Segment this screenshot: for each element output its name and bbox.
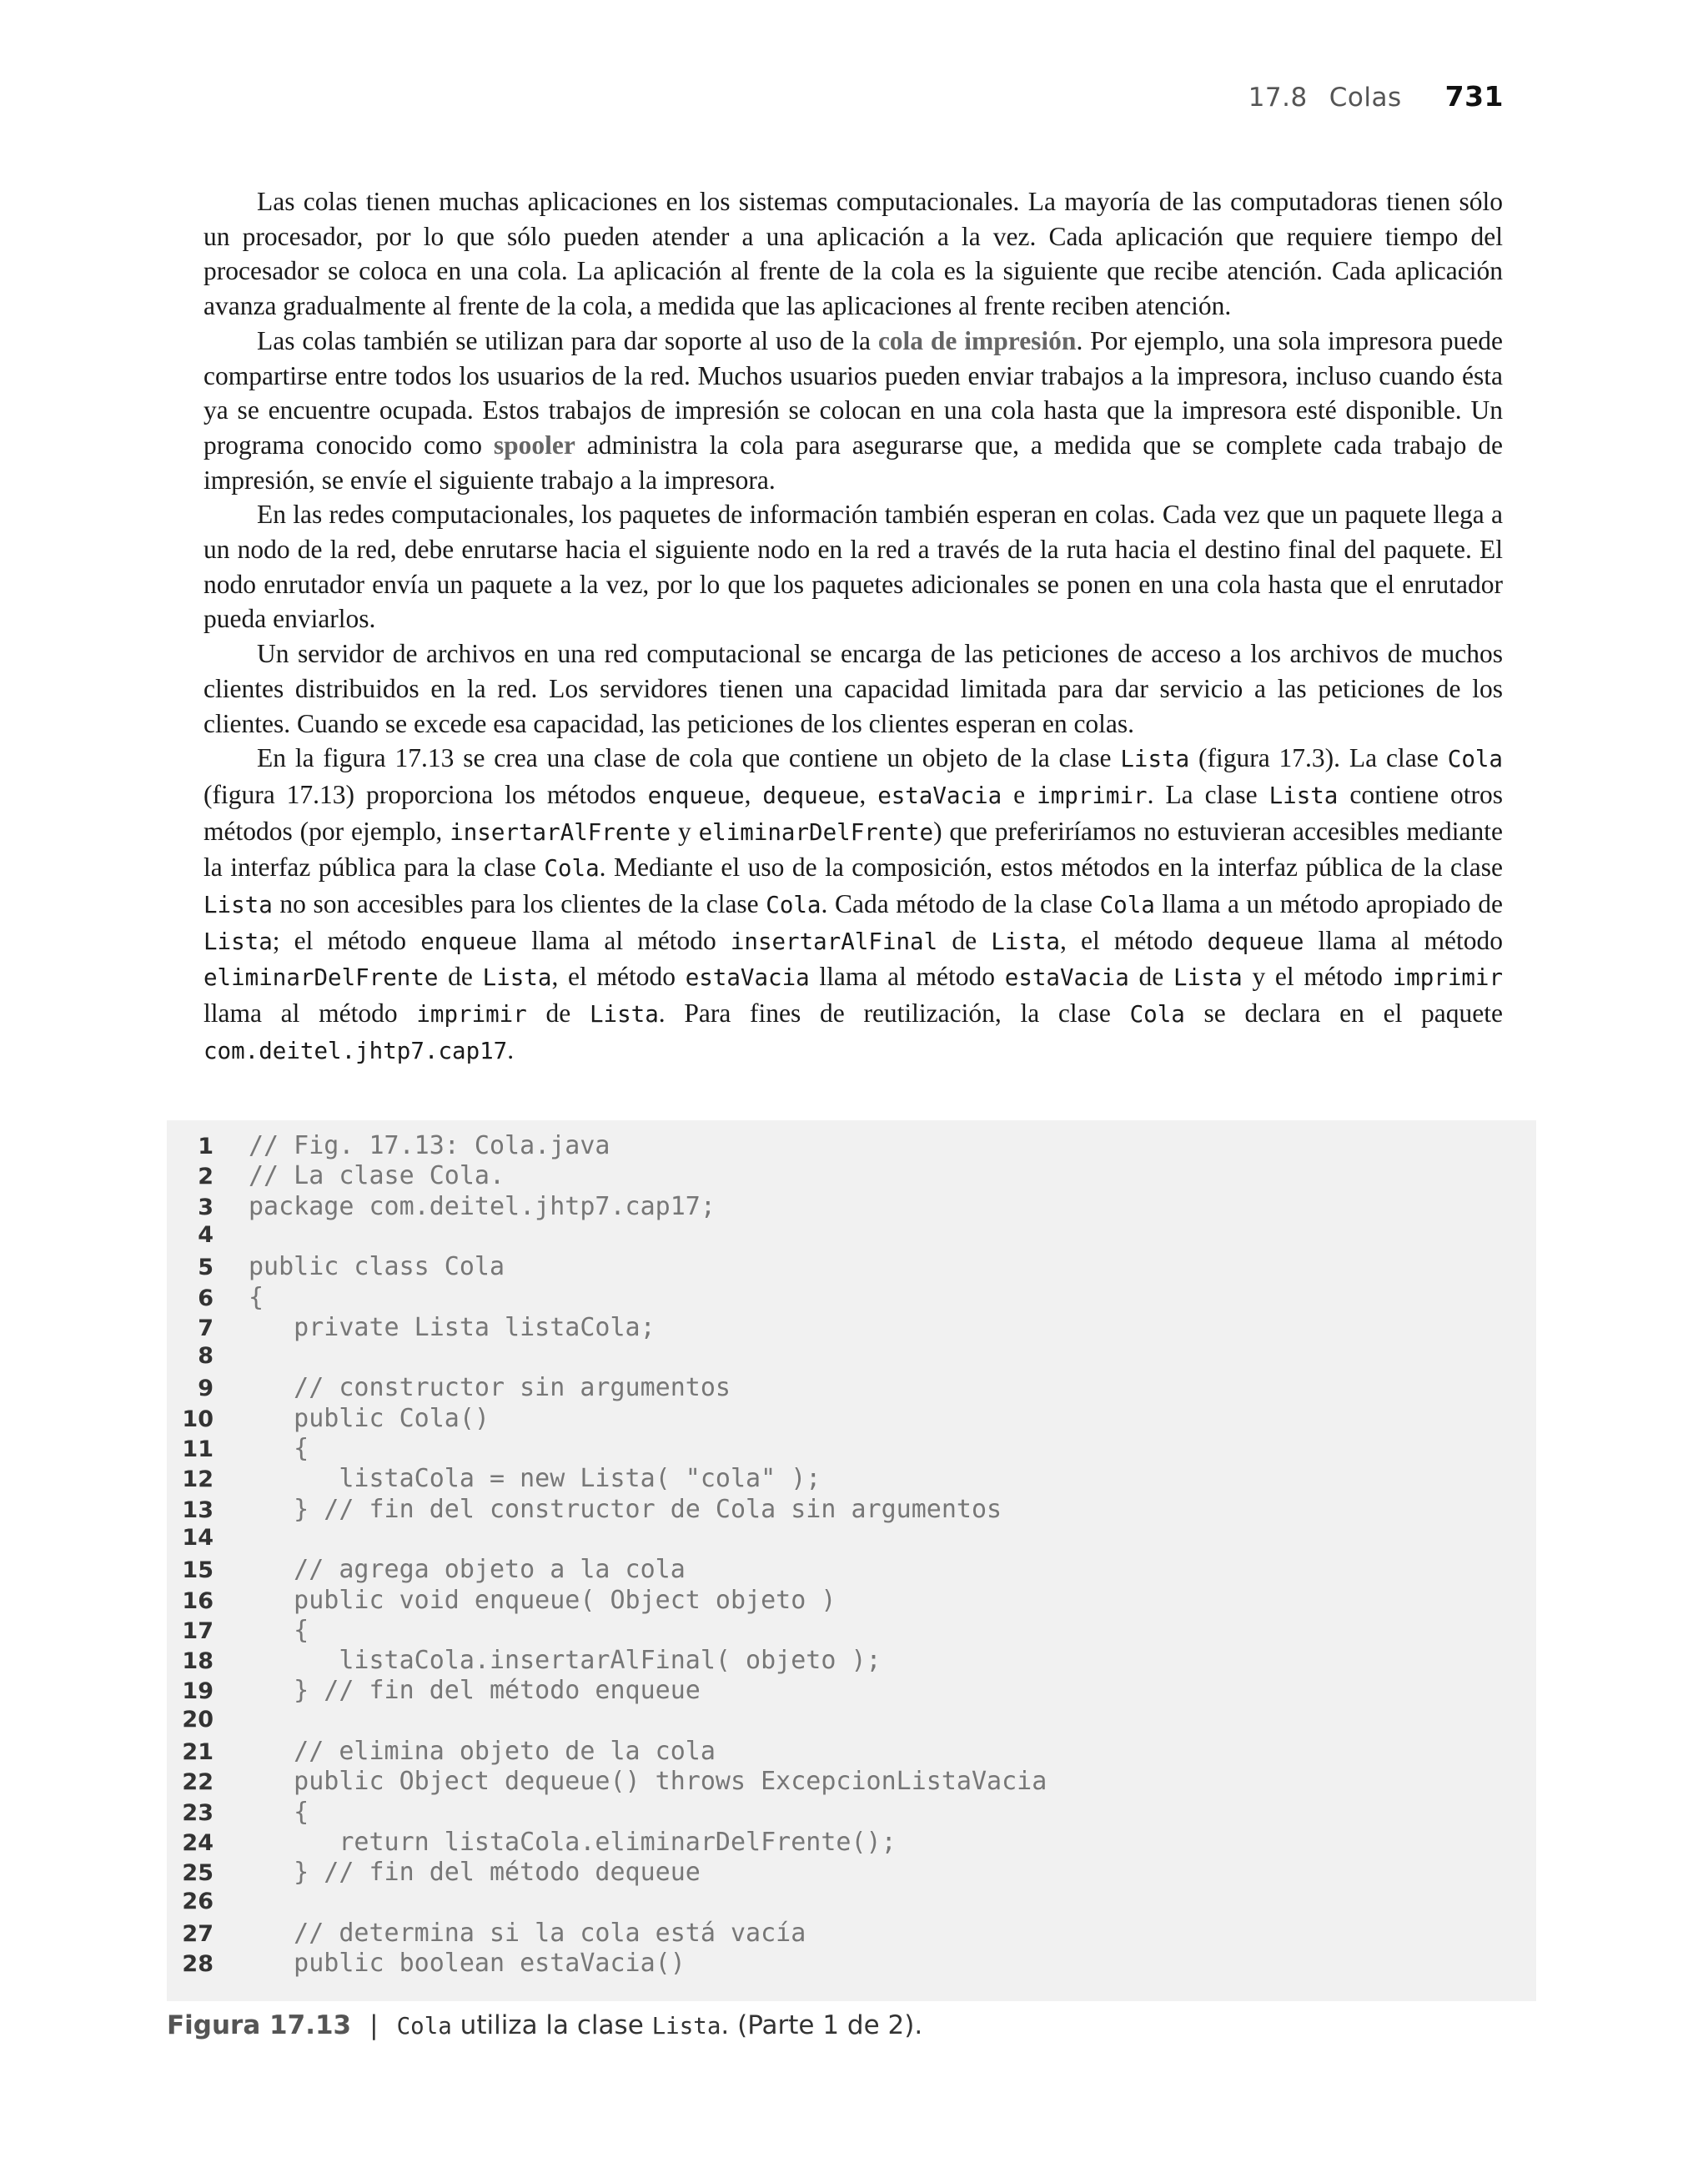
inline-code: Cola — [1129, 1001, 1185, 1029]
line-number: 8 — [198, 1343, 214, 1370]
caption-class-used: Lista — [651, 2013, 721, 2040]
inline-code: enqueue — [420, 928, 518, 955]
line-number: 23 — [182, 1799, 214, 1826]
line-number: 5 — [198, 1255, 214, 1281]
code-line — [167, 1131, 610, 1161]
line-number: 24 — [182, 1829, 214, 1856]
code-line — [167, 1737, 716, 1767]
inline-code: estaVacia — [1004, 964, 1129, 992]
text-run: , el método — [1060, 925, 1208, 955]
inline-code: dequeue — [1207, 928, 1304, 955]
text-run: y el método — [1242, 962, 1393, 992]
code-line — [167, 1222, 249, 1252]
code-text: package com.deitel.jhtp7.cap17; — [249, 1191, 716, 1221]
inline-code: Lista — [589, 1001, 659, 1029]
code-text: // constructor sin argumentos — [249, 1373, 731, 1403]
inline-code: estaVacia — [685, 964, 810, 992]
line-number: 13 — [182, 1496, 214, 1523]
text-run: de — [937, 925, 992, 955]
text-run: En la figura 17.13 se crea una clase de cola que contiene un objeto de la clase — [257, 743, 1121, 773]
inline-code: insertarAlFinal — [730, 928, 938, 955]
code-text: { — [249, 1434, 309, 1463]
line-number: 19 — [182, 1678, 214, 1705]
caption-text-mid: utiliza la clase — [451, 2010, 652, 2040]
line-number: 12 — [182, 1466, 214, 1493]
code-text: } // fin del método enqueue — [249, 1676, 701, 1706]
code-text: // agrega objeto a la cola — [249, 1555, 686, 1585]
code-line — [167, 1919, 806, 1949]
code-line — [167, 1495, 1002, 1525]
inline-code: insertarAlFrente — [450, 818, 671, 846]
code-line — [167, 1192, 716, 1222]
line-number: 7 — [198, 1315, 214, 1341]
line-number: 2 — [198, 1164, 214, 1190]
code-line — [167, 1434, 309, 1464]
inline-code: eliminarDelFrente — [203, 964, 439, 992]
caption-text-end: . (Parte 1 de 2). — [721, 2010, 923, 2040]
code-line — [167, 1828, 897, 1858]
text-run: y — [671, 816, 699, 846]
text-run: se declara en el paquete — [1184, 998, 1503, 1029]
code-text: { — [249, 1797, 309, 1827]
line-number: 21 — [182, 1739, 214, 1765]
paragraph — [203, 636, 1503, 741]
code-line — [167, 1404, 490, 1434]
key-term: spooler — [493, 430, 575, 460]
section-title: Colas — [1329, 83, 1402, 113]
code-line — [167, 1767, 1047, 1797]
code-text: // determina si la cola está vacía — [249, 1918, 806, 1948]
inline-code: imprimir — [1392, 964, 1504, 992]
text-run: , — [744, 779, 763, 809]
code-listing — [167, 1120, 1536, 2001]
code-line — [167, 1949, 686, 1979]
line-number: 1 — [198, 1134, 214, 1159]
paragraph — [203, 741, 1503, 1069]
inline-code: com.deitel.jhtp7.cap17 — [203, 1037, 508, 1064]
line-number: 10 — [182, 1406, 214, 1432]
line-number: 17 — [182, 1617, 214, 1644]
text-run: Las colas también se utilizan para dar soporte al uso de la — [257, 325, 878, 355]
paragraph — [203, 184, 1503, 324]
code-line — [167, 1373, 731, 1403]
line-number: 22 — [182, 1769, 214, 1796]
inline-code: Lista — [1268, 782, 1339, 809]
inline-code: Lista — [1173, 964, 1243, 992]
line-number: 20 — [182, 1706, 214, 1733]
running-head — [1248, 80, 1504, 113]
code-text: public void enqueue( Object objeto ) — [249, 1585, 836, 1615]
text-run: Las colas tienen muchas aplicaciones en los sistemas computacionales. La mayoría de las computadoras tienen sólo un procesador, por lo que sólo pueden atender a una aplicación a la vez. Cada aplicación que requiere tiempo del procesador se coloca en una cola. La aplicación al frente de la cola es la siguiente que recibe atención. Cada aplicación avanza gradualmente al frente de la cola, a medida que las aplicaciones al frente reciben atención. — [203, 187, 1503, 321]
code-line — [167, 1343, 249, 1373]
code-line — [167, 1161, 505, 1191]
inline-code: Cola — [766, 892, 821, 919]
code-line — [167, 1313, 656, 1343]
line-number: 16 — [182, 1587, 214, 1614]
section-number: 17.8 — [1248, 83, 1308, 113]
text-run: e — [1002, 779, 1037, 809]
text-run: . Por ejemplo, una sola impresora puede compartirse entre todos los usuarios de la red. Muchos usuarios pueden enviar trabajos a la impresora, incluso cuando ésta ya se encuentre ocupada. Estos trabajos de impresión se colocan en una cola hasta que la impresora esté disponible. Un programa conocido como — [203, 325, 1503, 460]
line-number: 27 — [182, 1920, 214, 1947]
inline-code: Cola — [1447, 746, 1503, 773]
inline-code: imprimir — [416, 1001, 527, 1029]
figure-caption — [167, 2010, 922, 2040]
line-number: 15 — [182, 1557, 214, 1584]
line-number: 6 — [198, 1285, 214, 1311]
code-line — [167, 1283, 264, 1313]
code-line — [167, 1252, 505, 1282]
figure-label: Figura 17.13 — [167, 2010, 352, 2040]
code-text: { — [249, 1615, 309, 1645]
line-number: 11 — [182, 1436, 214, 1462]
body-text — [203, 184, 1503, 1069]
code-line — [167, 1464, 821, 1494]
text-run: llama al método — [1304, 925, 1504, 955]
inline-code: estaVacia — [877, 782, 1002, 809]
code-line — [167, 1555, 686, 1585]
code-line — [167, 1616, 309, 1646]
inline-code: Lista — [1120, 746, 1190, 773]
text-run: Un servidor de archivos en una red computacional se encarga de las peticiones de acceso a los archivos de muchos clientes distribuidos en la red. Los servidores tienen una capacidad limitada para dar servicio a las peticiones de los clientes. Cuando se excede esa capacidad, las peticiones de los clientes esperan en colas. — [203, 639, 1503, 738]
line-number: 3 — [198, 1194, 214, 1220]
code-line — [167, 1586, 836, 1616]
code-text: // La clase Cola. — [249, 1161, 505, 1191]
line-number: 9 — [198, 1376, 214, 1402]
text-run: . Mediante el uso de la composición, estos métodos en la interfaz pública de la clase — [599, 853, 1504, 883]
inline-code: Lista — [203, 892, 273, 919]
text-run: de — [438, 962, 483, 992]
code-text: public boolean estaVacia() — [249, 1949, 686, 1979]
caption-class-name: Cola — [396, 2013, 452, 2040]
page-number: 731 — [1444, 80, 1504, 113]
line-number: 28 — [182, 1951, 214, 1978]
text-run: . Para fines de reutilización, la clase — [658, 998, 1130, 1029]
code-text: } // fin del método dequeue — [249, 1858, 701, 1888]
code-line — [167, 1889, 249, 1919]
inline-code: imprimir — [1037, 782, 1148, 809]
code-text: listaCola = new Lista( "cola" ); — [249, 1464, 821, 1494]
line-number: 25 — [182, 1860, 214, 1887]
paragraph — [203, 497, 1503, 636]
code-line — [167, 1798, 309, 1828]
inline-code: Lista — [991, 928, 1060, 955]
code-line — [167, 1858, 701, 1888]
line-number: 18 — [182, 1648, 214, 1675]
text-run: no son accesibles para los clientes de la clase — [272, 889, 766, 919]
paragraph — [203, 324, 1503, 498]
code-text: // elimina objeto de la cola — [249, 1737, 716, 1766]
code-text: public Object dequeue() throws ExcepcionListaVacia — [249, 1767, 1047, 1797]
line-number: 4 — [198, 1221, 214, 1248]
code-text: return listaCola.eliminarDelFrente(); — [249, 1827, 897, 1857]
text-run: contiene otros métodos (por ejemplo, — [203, 779, 1504, 846]
text-run: administra la cola para asegurarse que, a medida que se complete cada trabajo de impresión, se envíe el siguiente trabajo a la impresora. — [203, 430, 1503, 495]
key-term: cola de impresión — [877, 325, 1077, 355]
inline-code: dequeue — [762, 782, 860, 809]
text-run: En las redes computacionales, los paquetes de información también esperan en colas. Cada vez que un paquete llega a un nodo de la red, debe enrutarse hacia el siguiente nodo en la red a través de la ruta hacia el destino final del paquete. El nodo enrutador envía un paquete a la vez, por lo que los paquetes adicionales se ponen en una cola hasta que el enrutador pueda enviarlos. — [203, 500, 1503, 634]
text-run: . Cada método de la clase — [821, 889, 1100, 919]
text-run: llama al método — [809, 962, 1005, 992]
code-line — [167, 1676, 701, 1706]
inline-code: enqueue — [647, 782, 745, 809]
text-run: ) que preferiríamos no estuvieran accesibles mediante la interfaz pública para la clase — [203, 816, 1503, 883]
text-run: , — [859, 779, 878, 809]
code-text: } // fin del constructor de Cola sin argumentos — [249, 1494, 1002, 1524]
code-line — [167, 1525, 249, 1555]
code-line — [167, 1707, 249, 1737]
caption-separator: | — [369, 2010, 379, 2040]
line-number: 26 — [182, 1888, 214, 1914]
code-text: // Fig. 17.13: Cola.java — [249, 1131, 610, 1160]
text-run: ; el método — [272, 925, 421, 955]
text-run: llama al método — [203, 998, 417, 1029]
text-run: (figura 17.3). La clase — [1189, 743, 1448, 773]
text-run: . — [507, 1034, 515, 1064]
code-text: private Lista listaCola; — [249, 1312, 656, 1342]
code-line — [167, 1646, 882, 1676]
inline-code: Cola — [1099, 892, 1155, 919]
code-text: { — [249, 1282, 264, 1312]
line-number: 14 — [182, 1524, 214, 1551]
code-text: public Cola() — [249, 1403, 490, 1433]
text-run: llama al método — [517, 925, 731, 955]
text-run: (figura 17.13) proporciona los métodos — [203, 779, 648, 809]
inline-code: eliminarDelFrente — [698, 818, 934, 846]
text-run: llama a un método apropiado de — [1154, 889, 1503, 919]
inline-code: Cola — [544, 855, 600, 883]
inline-code: Lista — [482, 964, 552, 992]
text-run: . La clase — [1147, 779, 1269, 809]
text-run: de — [1128, 962, 1173, 992]
code-text: listaCola.insertarAlFinal( objeto ); — [249, 1646, 882, 1676]
text-run: de — [526, 998, 590, 1029]
text-run: , el método — [551, 962, 686, 992]
inline-code: Lista — [203, 928, 273, 955]
code-text: public class Cola — [249, 1252, 505, 1282]
